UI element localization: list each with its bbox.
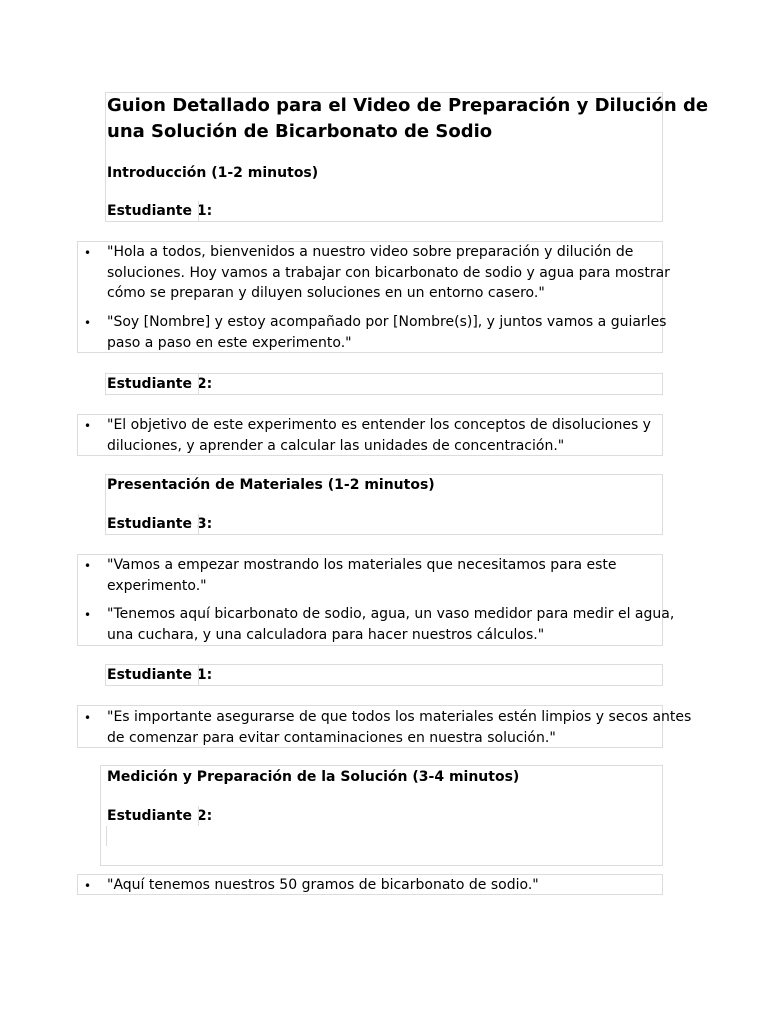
speaker-label-estudiante-3: Estudiante 3: (107, 516, 213, 532)
bullet-point: • (84, 559, 92, 573)
speaker-label-estudiante-2: Estudiante 2: (107, 808, 213, 824)
bullet-text-start-materials: "Vamos a empezar mostrando los materiales que necesitamos para este experimento." (107, 557, 617, 594)
document-title-line-1: Guion Detallado para el Video de Preparación y Dilución de (107, 95, 709, 116)
bullet-point: • (84, 419, 92, 433)
bullet-text-greeting: "Hola a todos, bienvenidos a nuestro video sobre preparación y dilución de soluciones. Hoy vamos a trabajar con bicarbonato de sodio y agua para mostrar cómo se preparan y diluyen soluciones en un entorno casero." (107, 244, 670, 301)
speaker-label-estudiante-1: Estudiante 1: (107, 667, 213, 683)
speaker-label-frame (107, 374, 199, 394)
speaker-label-estudiante-2: Estudiante 2: (107, 376, 213, 392)
bullet-point: • (84, 711, 92, 725)
bullet-text-cleanliness: "Es importante asegurarse de que todos los materiales estén limpios y secos antes de comenzar para evitar contaminaciones en nuestra solución." (107, 709, 692, 746)
speaker-label-frame (107, 201, 199, 221)
bullet-point: • (84, 316, 92, 330)
empty-paragraph-marker (106, 826, 107, 846)
speaker-label-frame (107, 514, 199, 534)
bullet-text-grams: "Aquí tenemos nuestros 50 gramos de bicarbonato de sodio." (107, 877, 539, 893)
bullet-text-introduction: "Soy [Nombre] y estoy acompañado por [Nombre(s)], y juntos vamos a guiarles paso a paso en este experimento." (107, 314, 667, 351)
bullet-text-materials-list: "Tenemos aquí bicarbonato de sodio, agua, un vaso medidor para medir el agua, una cuchara, y una calculadora para hacer nuestros cálculos." (107, 606, 675, 643)
measurement-heading: Medición y Preparación de la Solución (3-4 minutos) (107, 769, 520, 785)
materials-heading: Presentación de Materiales (1-2 minutos) (107, 477, 435, 493)
speaker-label-frame (107, 665, 199, 685)
bullet-text-objective: "El objetivo de este experimento es entender los conceptos de disoluciones y diluciones, y aprender a calcular las unidades de concentración." (107, 417, 651, 454)
speaker-label-frame (107, 806, 199, 826)
intro-heading: Introducción (1-2 minutos) (107, 165, 319, 181)
bullet-point: • (84, 879, 92, 893)
bullet-point: • (84, 608, 92, 622)
speaker-label-estudiante-1: Estudiante 1: (107, 203, 213, 219)
document-title-line-2: una Solución de Bicarbonato de Sodio (107, 121, 493, 142)
bullet-point: • (84, 246, 92, 260)
